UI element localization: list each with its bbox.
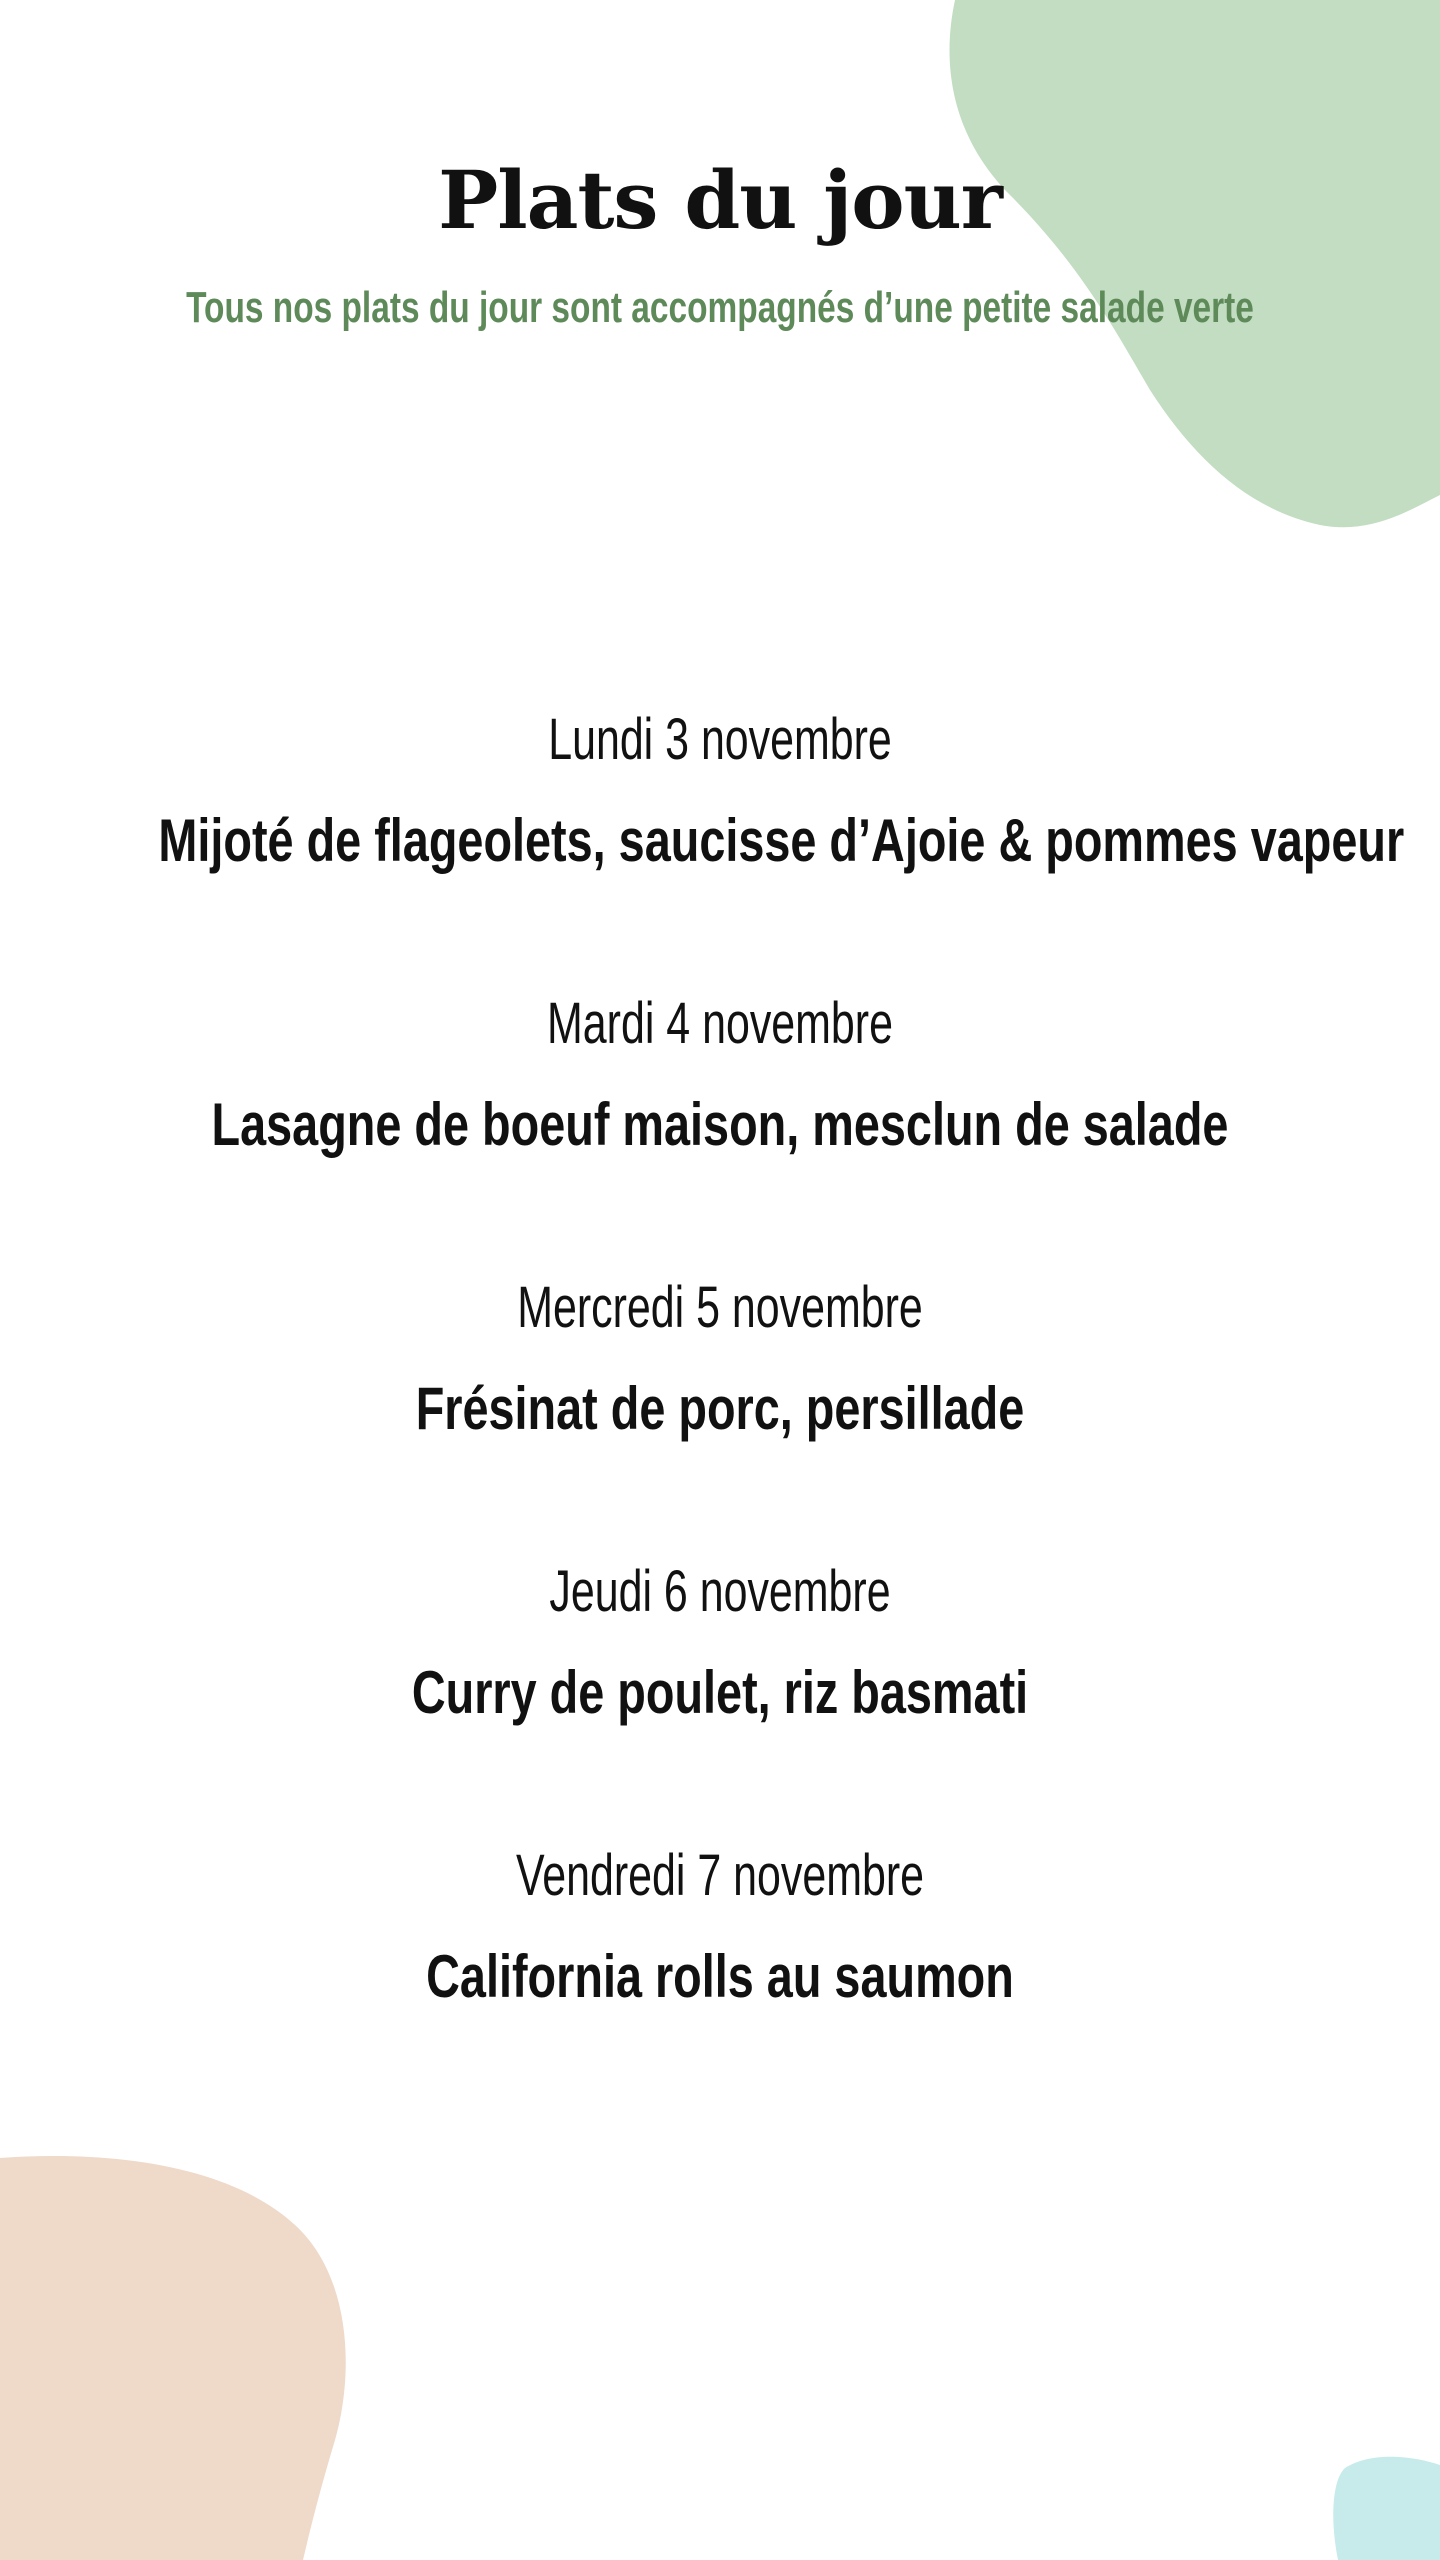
day-dish: Frésinat de porc, persillade [415,1375,1025,1442]
day-date: Lundi 3 novembre [548,707,892,772]
day-date: Mercredi 5 novembre [517,1275,923,1340]
day-date: Vendredi 7 novembre [515,1843,925,1908]
menu-day-monday [0,700,1440,984]
page-title: Plats du jour [438,153,1002,247]
day-date: Jeudi 6 novembre [549,1559,891,1624]
daily-menu-list [0,700,1440,2120]
menu-day-tuesday [0,984,1440,1268]
menu-day-friday [0,1836,1440,2120]
day-date: Mardi 4 novembre [547,991,893,1056]
aqua-blob-shape [1333,2457,1440,2560]
menu-day-wednesday [0,1268,1440,1552]
green-blob-shape [950,0,1440,527]
peach-blob-shape [0,2156,346,2560]
page-subtitle: Tous nos plats du jour sont accompagnés d’une petite salade verte [186,283,1254,332]
day-dish: Mijoté de flageolets, saucisse d’Ajoie & pommes vapeur [158,807,1405,874]
menu-day-thursday [0,1552,1440,1836]
day-dish: Curry de poulet, riz basmati [411,1659,1029,1726]
day-dish: California rolls au saumon [426,1943,1014,2010]
day-dish: Lasagne de boeuf maison, mesclun de salade [211,1091,1229,1158]
